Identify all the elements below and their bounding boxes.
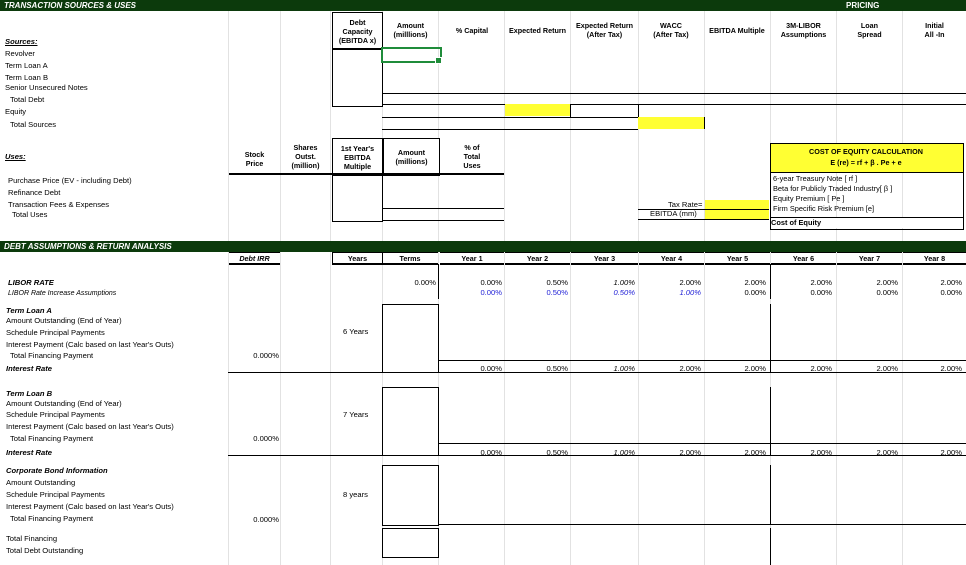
header-pct-capital[interactable]: % Capital [455,25,489,35]
header-initial-all-in[interactable]: Initial All -In [924,21,945,39]
term-loan-a-interest-cell[interactable]: 2.00% [679,364,701,373]
pricing-title: PRICING [846,1,880,10]
term-loan-a-interest-cell[interactable]: 2.00% [810,364,832,373]
libor-increase-cell[interactable]: 0.50% [613,288,635,297]
totals-row[interactable]: Total Debt Outstanding [6,546,84,555]
sources-label: Sources: [5,37,38,46]
ebitda-input[interactable] [705,210,769,219]
source-row[interactable]: Senior Unsecured Notes [5,83,88,92]
use-row[interactable]: Refinance Debt [8,188,61,197]
term-loan-a-interest-cell[interactable]: 2.00% [876,364,898,373]
term-loan-b-interest-label: Interest Rate [6,448,53,457]
header-year-4[interactable]: Year 4 [639,252,704,265]
header-year-1[interactable]: Year 1 [440,252,504,265]
use-row[interactable]: Transaction Fees & Expenses [8,200,110,209]
term-loan-a-years[interactable]: 6 Years [343,327,369,336]
coe-row[interactable]: Equity Premium [ Pe ] [773,194,845,203]
term-loan-a-interest-cell[interactable]: 0.50% [546,364,568,373]
term-loan-a-row[interactable]: Interest Payment (Calc based on last Year's Outs) [6,340,174,349]
header-libor-3m[interactable]: 3M-LIBOR Assumptions [780,21,827,39]
header-expected-return-after-tax[interactable]: Expected Return (After Tax) [575,21,634,39]
coe-row[interactable]: Beta for Publicly Traded Industry[ β ] [773,184,893,193]
source-row[interactable]: Revolver [5,49,35,58]
libor-increase-cell[interactable]: 0.00% [744,288,766,297]
tax-rate-label: Tax Rate= [668,200,703,209]
libor-rate-cell[interactable]: 2.00% [744,278,766,287]
source-row-total-sources[interactable]: Total Sources [10,120,57,129]
header-expected-return[interactable]: Expected Return [508,25,567,35]
corporate-bond-row[interactable]: Amount Outstanding [6,478,76,487]
source-row-total-debt[interactable]: Total Debt [10,95,45,104]
term-loan-a-interest-cell[interactable]: 1.00% [613,364,635,373]
header-first-year-ebitda[interactable]: 1st Year's EBITDA Multiple [332,138,383,176]
term-loan-a-row[interactable]: Total Financing Payment [10,351,94,360]
cost-of-equity-title: COST OF EQUITY CALCULATION [809,146,923,156]
header-year-8[interactable]: Year 8 [903,252,966,265]
header-loan-spread[interactable]: Loan Spread [857,21,882,39]
term-loan-a-row[interactable]: Amount Outstanding (End of Year) [6,316,122,325]
term-loan-a-title: Term Loan A [6,306,52,315]
corporate-bond-years[interactable]: 8 years [343,490,368,499]
header-shares-outst[interactable]: Shares Outst. (million) [291,142,320,170]
corporate-bond-row[interactable]: Interest Payment (Calc based on last Year's Outs) [6,502,174,511]
source-row-equity[interactable]: Equity [5,107,27,116]
header-year-7[interactable]: Year 7 [837,252,902,265]
term-loan-b-interest-cell[interactable]: 2.00% [876,448,898,457]
term-loan-a-interest-label: Interest Rate [6,364,53,373]
libor-rate-cell[interactable]: 2.00% [810,278,832,287]
libor-increase-cell[interactable]: 1.00% [679,288,701,297]
term-loan-b-row[interactable]: Interest Payment (Calc based on last Year's Outs) [6,422,174,431]
sources-uses-band [0,0,966,11]
corporate-bond-irr[interactable]: 0.000% [253,515,279,524]
uses-label: Uses: [5,152,26,161]
term-loan-b-interest-cell[interactable]: 2.00% [679,448,701,457]
header-terms[interactable]: Terms [382,252,438,265]
header-wacc[interactable]: WACC (After Tax) [653,21,689,39]
use-row-total[interactable]: Total Uses [12,210,48,219]
header-years[interactable]: Years [332,252,383,265]
coe-row[interactable]: 6-year Treasury Note [ rf ] [773,174,858,183]
term-loan-b-interest-cell[interactable]: 0.00% [480,448,502,457]
libor-increase-cell[interactable]: 0.00% [876,288,898,297]
libor-rate-cell[interactable]: 0.50% [546,278,568,287]
term-loan-b-interest-cell[interactable]: 2.00% [940,448,962,457]
wacc-total-cell[interactable] [638,117,704,129]
coe-row[interactable]: Firm Specific Risk Premium [e] [773,204,875,213]
header-debt-capacity[interactable]: Debt Capacity (EBITDA x) [332,12,383,50]
libor-rate-cell[interactable]: 0.00% [480,278,502,287]
header-year-3[interactable]: Year 3 [571,252,638,265]
corporate-bond-row[interactable]: Total Financing Payment [10,514,94,523]
debt-assumptions-title: DEBT ASSUMPTIONS & RETURN ANALYSIS [4,242,172,251]
expected-return-equity-cell[interactable] [505,104,570,116]
header-debt-irr[interactable]: Debt IRR [229,252,280,265]
ebitda-mm-label: EBITDA (mm) [650,209,697,218]
libor-increase-cell[interactable]: 0.00% [810,288,832,297]
libor-increase-cell[interactable]: 0.00% [940,288,962,297]
term-loan-b-years[interactable]: 7 Years [343,410,369,419]
corporate-bond-row[interactable]: Schedule Principal Payments [6,490,105,499]
source-row[interactable]: Term Loan B [5,73,49,82]
header-year-5[interactable]: Year 5 [705,252,770,265]
selected-cell[interactable] [381,47,442,63]
term-loan-a-interest-cell[interactable]: 2.00% [744,364,766,373]
term-loan-a-row[interactable]: Schedule Principal Payments [6,328,105,337]
sources-uses-title: TRANSACTION SOURCES & USES [4,1,137,10]
header-year-6[interactable]: Year 6 [771,252,836,265]
term-loan-b-irr[interactable]: 0.000% [253,434,279,443]
libor-increase-label: LIBOR Rate Increase Assumptions [8,290,117,297]
term-loan-a-irr[interactable]: 0.000% [253,351,279,360]
tax-rate-input[interactable] [705,200,769,209]
libor-rate-label: LIBOR RATE [8,278,54,287]
term-loan-b-interest-cell[interactable]: 1.00% [613,448,635,457]
term-loan-b-title: Term Loan B [6,389,53,398]
term-loan-a-interest-cell[interactable]: 2.00% [940,364,962,373]
header-pct-total-uses[interactable]: % of Total Uses [463,142,481,170]
fill-handle[interactable] [435,57,442,64]
term-loan-b-row[interactable]: Total Financing Payment [10,434,94,443]
coe-row-total[interactable]: Cost of Equity [771,218,961,228]
header-stock-price[interactable]: Stock Price [244,150,265,168]
totals-row[interactable]: Total Financing [6,534,58,543]
header-amount[interactable]: Amount (milllions) [393,21,428,39]
libor-rate-cell[interactable]: 2.00% [876,278,898,287]
use-row[interactable]: Purchase Price (EV - including Debt) [8,176,132,185]
term-loan-b-interest-cell[interactable]: 0.50% [546,448,568,457]
source-row[interactable]: Term Loan A [5,61,48,70]
header-ebitda-multiple[interactable]: EBITDA Multiple [709,25,765,35]
libor-rate-cell[interactable]: 1.00% [613,278,635,287]
term-loan-b-interest-cell[interactable]: 2.00% [744,448,766,457]
cost-of-equity-formula: E (re) = rf + β . Pe + e [830,157,902,167]
term-loan-a-interest-cell[interactable]: 0.00% [480,364,502,373]
term-loan-b-row[interactable]: Schedule Principal Payments [6,410,105,419]
header-year-2[interactable]: Year 2 [505,252,570,265]
libor-increase-cell[interactable]: 0.00% [480,288,502,297]
libor-rate-cell[interactable]: 2.00% [940,278,962,287]
libor-terms-value[interactable]: 0.00% [414,278,436,287]
corporate-bond-title: Corporate Bond Information [6,466,108,475]
header-uses-amount[interactable]: Amount (millions) [383,138,440,176]
term-loan-b-row[interactable]: Amount Outstanding (End of Year) [6,399,122,408]
libor-rate-cell[interactable]: 2.00% [679,278,701,287]
libor-increase-cell[interactable]: 0.50% [546,288,568,297]
term-loan-b-interest-cell[interactable]: 2.00% [810,448,832,457]
debt-assumptions-band [0,241,966,252]
